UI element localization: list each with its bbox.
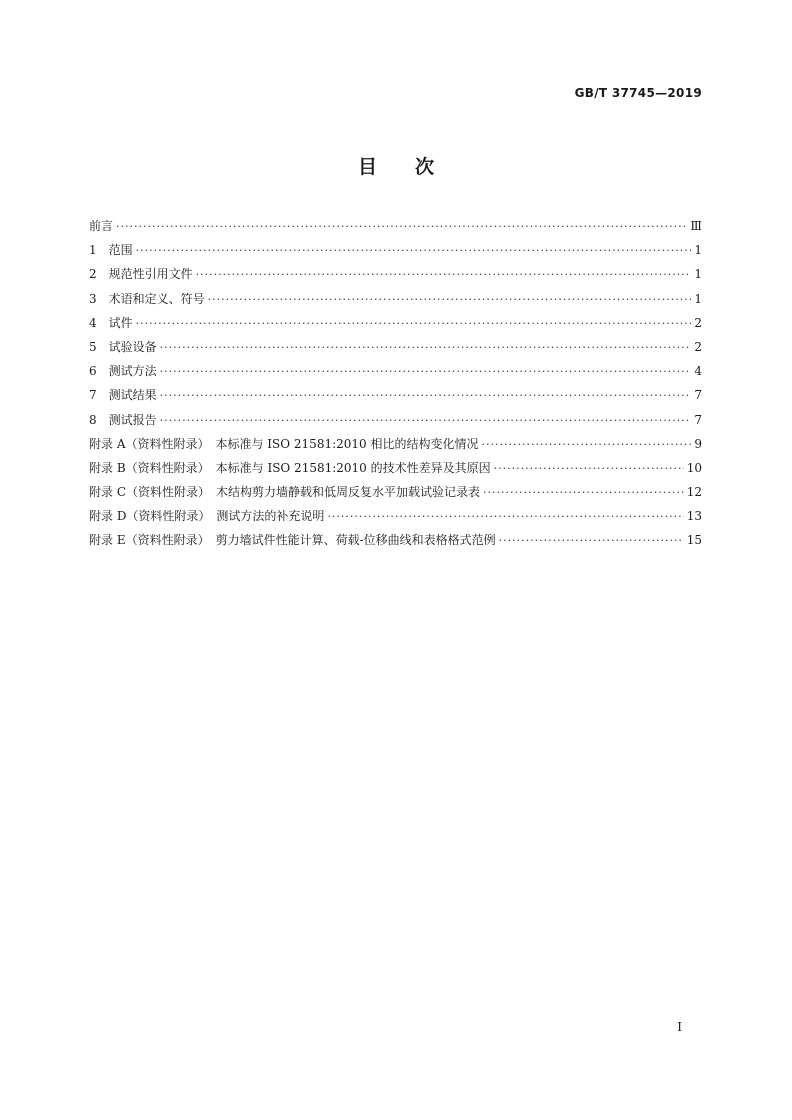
dot-leader (160, 360, 691, 384)
dot-leader (494, 457, 684, 481)
dot-leader (136, 312, 691, 336)
toc-entry-scope[interactable] (89, 238, 702, 262)
dot-leader (196, 263, 691, 287)
toc-entry-page: 13 (686, 509, 702, 524)
toc-entry-page: 10 (686, 460, 702, 475)
dot-leader (160, 409, 691, 433)
toc-entry-label: 5 试验设备 (89, 339, 157, 354)
toc-entry-page: 1 (694, 267, 702, 282)
toc-entry-page: 2 (694, 339, 702, 354)
dot-leader (499, 529, 684, 553)
dot-leader (208, 288, 691, 312)
toc-entry-label: 附录 E（资料性附录） 剪力墙试件性能计算、荷载-位移曲线和表格格式范例 (89, 533, 496, 548)
toc-entry-page: Ⅲ (690, 219, 702, 233)
toc-entry-label: 8 测试报告 (89, 412, 157, 427)
toc-entry-test-methods[interactable] (89, 359, 702, 383)
standard-code: GB/T 37745—2019 (574, 86, 702, 100)
toc-entry-page: 15 (686, 533, 702, 548)
toc-entry-terms-definitions[interactable] (89, 287, 702, 311)
page-title: 目次 (357, 156, 472, 178)
toc-entry-label: 4 试件 (89, 315, 133, 330)
dot-leader (481, 433, 691, 457)
dot-leader (160, 384, 691, 408)
toc-entry-specimens[interactable] (89, 311, 702, 335)
toc-entry-label: 附录 B（资料性附录） 本标准与 ISO 21581:2010 的技术性差异及其原因 (89, 460, 491, 475)
toc-entry-annex-e[interactable] (89, 528, 702, 552)
toc-entry-label: 6 测试方法 (89, 364, 157, 379)
table-of-contents (89, 214, 702, 553)
toc-entry-label: 前言 (89, 219, 114, 233)
toc-entry-annex-c[interactable] (89, 480, 702, 504)
page-number: I (677, 1020, 682, 1034)
toc-entry-page: 12 (686, 485, 702, 500)
toc-entry-annex-a[interactable] (89, 432, 702, 456)
dot-leader (327, 505, 683, 529)
toc-entry-annex-b[interactable] (89, 456, 702, 480)
toc-entry-label: 7 测试结果 (89, 388, 157, 403)
toc-entry-test-equipment[interactable] (89, 335, 702, 359)
toc-entry-test-results[interactable] (89, 383, 702, 407)
dot-leader (136, 239, 691, 263)
toc-entry-normative-references[interactable] (89, 262, 702, 286)
toc-entry-page: 7 (694, 412, 702, 427)
dot-leader (483, 481, 684, 505)
toc-entry-test-report[interactable] (89, 408, 702, 432)
toc-entry-page: 9 (694, 436, 702, 451)
dot-leader (160, 336, 691, 360)
toc-entry-page: 1 (694, 291, 702, 306)
toc-entry-page: 1 (694, 243, 702, 258)
toc-entry-foreword[interactable] (89, 214, 702, 238)
toc-entry-page: 7 (694, 388, 702, 403)
toc-entry-label: 3 术语和定义、符号 (89, 291, 205, 306)
toc-entry-label: 附录 C（资料性附录） 木结构剪力墙静载和低周反复水平加载试验记录表 (89, 485, 480, 500)
toc-entry-annex-d[interactable] (89, 504, 702, 528)
toc-entry-label: 附录 A（资料性附录） 本标准与 ISO 21581:2010 相比的结构变化情况 (89, 436, 479, 451)
toc-entry-label: 1 范围 (89, 243, 133, 258)
toc-entry-label: 附录 D（资料性附录） 测试方法的补充说明 (89, 509, 325, 524)
dot-leader (116, 215, 687, 239)
toc-entry-page: 4 (694, 364, 702, 379)
toc-entry-page: 2 (694, 315, 702, 330)
toc-entry-label: 2 规范性引用文件 (89, 267, 193, 282)
